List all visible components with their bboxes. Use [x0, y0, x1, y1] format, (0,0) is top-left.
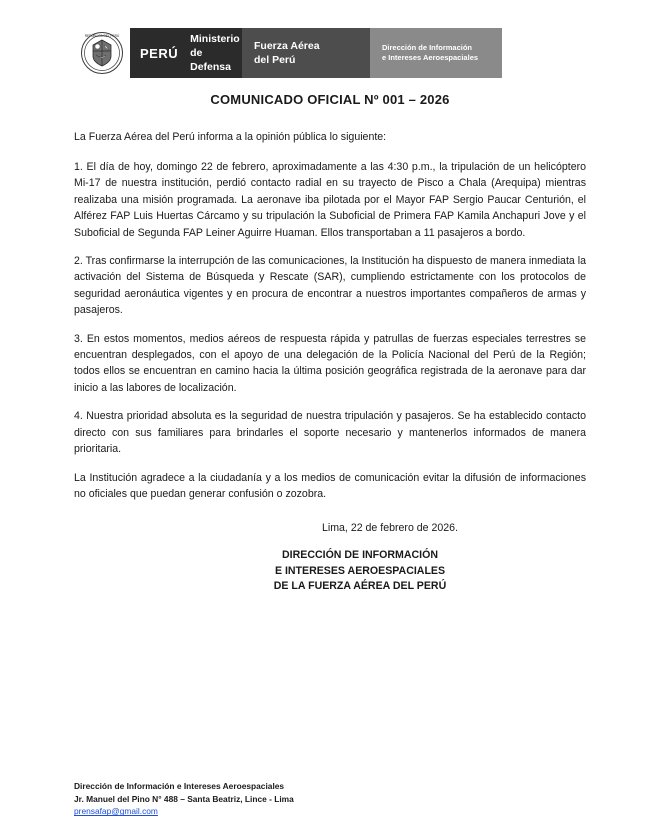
paragraph-3: 3. En estos momentos, medios aéreos de respuesta rápida y patrullas de fuerzas especiales terrestres se encuentran desplegados, con el apoyo de una delegación de la Policía Nacional del Perú de la Región; todos ellos se encuentran en camino hacia la última posición geográfica registrada de la aeronave para dar inicio a las labores de localización.: [74, 332, 586, 394]
lead-paragraph: La Fuerza Aérea del Perú informa a la opinión pública lo siguiente:: [74, 130, 387, 143]
paragraph-2: 2. Tras confirmarse la interrupción de las comunicaciones, la Institución ha dispuesto de manera inmediata la activación del Sistema de Búsqueda y Rescate (SAR), cumpliendo estrictamente con los protocolos de seguridad aeronáutica vigentes y en procura de encontrar a nuestros importantes compañeros de armas y pasajeros.: [74, 255, 586, 317]
document-footer: [74, 780, 586, 818]
ministry-line-2: de Defensa: [190, 46, 231, 74]
city-date: Lima, 22 de febrero de 2026.: [321, 522, 459, 535]
svg-text:REPÚBLICA DEL PERÚ: REPÚBLICA DEL PERÚ: [84, 34, 120, 38]
peru-brand-block: [130, 28, 242, 78]
document-body: [74, 118, 586, 594]
paragraph-1: 1. El día de hoy, domingo 22 de febrero, aproximadamente a las 4:30 p.m., la tripulación de un helicóptero Mi-17 de nuestra institución, perdió contacto radial en su trayecto de Pisco a Chala (Arequipa) mientras realizaba una misión programada. La aeronave iba pilotada por el Mayor FAP Sergio Paucar Centurión, el Alférez FAP Luis Huertas Cárcamo y su tripulación la Suboficial de Primera FAP Kamila Anchapuri Jove y el Suboficial de Segunda FAP Leiner Aguirre Huaman. Ellos transportaban a 11 pasajeros a bordo.: [74, 161, 586, 239]
document-header: [74, 28, 586, 78]
peru-coat-of-arms-icon: [74, 28, 130, 78]
footer-address: Jr. Manuel del Pino N° 488 – Santa Beatriz, Lince - Lima: [74, 793, 294, 804]
paragraph-closing: La Institución agradece a la ciudadanía y a los medios de comunicación evitar la difusión de informaciones no oficiales que puedan generar confusión o zozobra.: [74, 471, 586, 500]
air-force-line-2: del Perú: [254, 54, 296, 66]
ministry-block-inner: [186, 32, 242, 75]
footer-email-link[interactable]: prensafap@gmail.com: [74, 806, 158, 817]
air-force-line-1: Fuerza Aérea: [254, 39, 320, 52]
page-title: COMUNICADO OFICIAL Nº 001 – 2026: [210, 92, 450, 107]
signature-line-1: DIRECCIÓN DE INFORMACIÓN: [282, 549, 438, 562]
air-force-block: [242, 28, 370, 78]
ministry-line-1: Ministerio: [190, 32, 240, 45]
signature-block: [74, 548, 586, 594]
footer-office: Dirección de Información e Intereses Aeroespaciales: [74, 781, 285, 792]
paragraph-4: 4. Nuestra prioridad absoluta es la seguridad de nuestra tripulación y pasajeros. Se ha establecido contacto directo con sus familiares para brindarles el soporte necesario y mantenerlos informados de manera prioritaria.: [74, 410, 586, 456]
signature-line-3: DE LA FUERZA AÉREA DEL PERÚ: [273, 580, 447, 593]
signature-line-2: E INTERESES AEROESPACIALES: [274, 564, 446, 577]
information-directorate-block: [370, 28, 502, 78]
directorate-line-1: Dirección de Información: [382, 42, 473, 52]
directorate-line-2: e Intereses Aeroespaciales: [382, 53, 479, 62]
peru-wordmark: PERÚ: [140, 45, 179, 61]
